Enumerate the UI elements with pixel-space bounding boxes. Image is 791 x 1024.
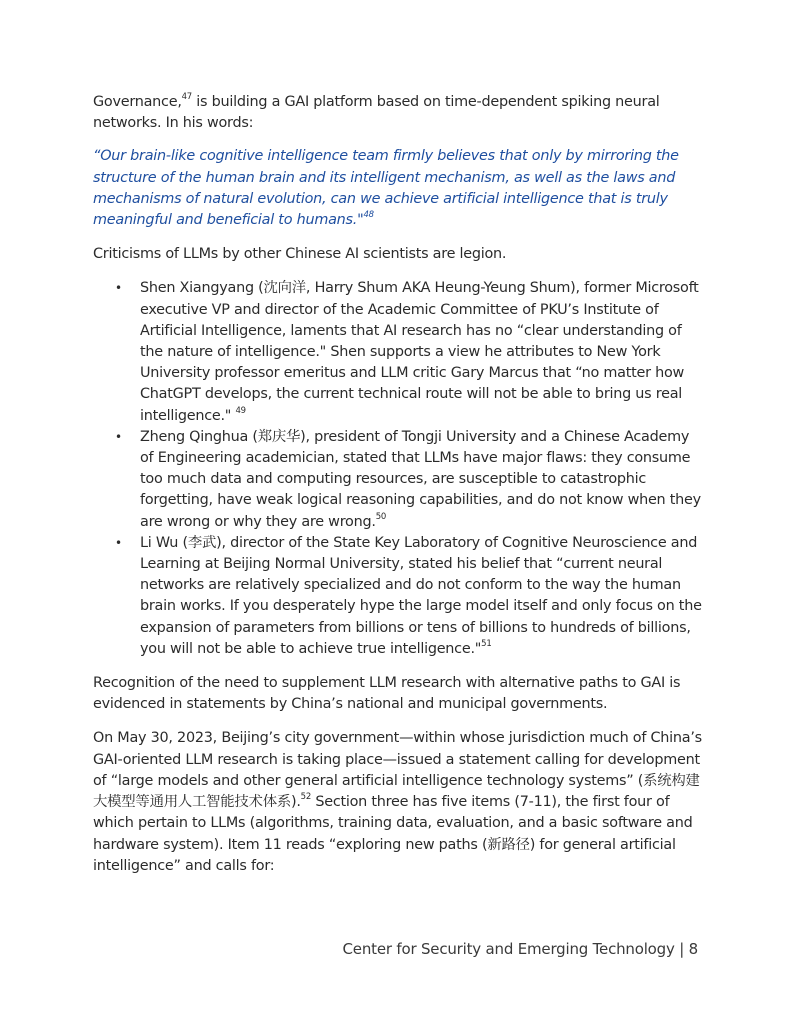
list-item-li-wu [93,533,703,660]
paragraph-criticisms: Criticisms of LLMs by other Chinese AI scientists are legion. [93,246,507,263]
list-item-shen-xiangyang [93,278,703,426]
paragraph-text: is building a GAI platform based on time-dependent spiking neural networks. In his words: [93,94,660,132]
bullet-icon: • [115,281,122,296]
list-item-text: Zheng Qinghua (郑庆华), president of Tongji University and a Chinese Academy of Engineering academician, stated that LLMs have major flaws: they consume too much data and computing resources, are susceptible to catastrophic forgetting, have weak logical reasoning capabilities, and do not know when they are wrong or why they are wrong. [140,428,701,530]
footnote-ref-50[interactable]: 50 [375,511,387,522]
footnote-ref-48[interactable]: 48 [363,210,374,221]
paragraph-recognition: Recognition of the need to supplement LLM research with alternative paths to GAI is evidenced in statements by China’s national and municipal governments. [93,675,681,713]
paragraph-beijing [93,728,703,876]
footnote-ref-52[interactable]: 52 [300,792,311,803]
page-footer: Center for Security and Emerging Technology | 8 [342,940,698,958]
paragraph-governance [93,92,703,134]
footnote-ref-51[interactable]: 51 [481,639,492,650]
bullet-icon: • [115,429,122,444]
paragraph-text: On May 30, 2023, Beijing’s city government—within whose jurisdiction much of China’s GAI-oriented LLM research is taking place—issued a statement calling for development of “large models and other general artificial intelligence technology systems” (系统构建大模型等通用人工智能技术体系). [93,730,702,811]
footnote-ref-47[interactable]: 47 [181,92,192,103]
block-quote [93,146,703,231]
paragraph-text: Section three has five items (7-11), the first four of which pertain to LLMs (algorithms, training data, evaluation, and a basic software and hardware system). Item 11 reads “exploring new paths (新路径) for general artificial intelligence” and calls for: [93,794,693,874]
paragraph-text: Governance, [93,94,182,110]
list-item-zheng-qinghua [93,427,703,533]
quote-text: “Our brain-like cognitive intelligence team firmly believes that only by mirroring the structure of the human brain and its intelligent mechanism, as well as the laws and mechanisms of natural evolution, can we achieve artificial intelligence that is truly meaningful and beneficial to humans." [93,148,679,229]
bullet-icon: • [115,535,122,550]
document-page [93,92,703,877]
list-item-text: Shen Xiangyang (沈向洋, Harry Shum AKA Heung-Yeung Shum), former Microsoft executive VP and director of the Academic Committee of PKU’s Institute of Artificial Intelligence, laments that AI research has no “clear understanding of the nature of intelligence." Shen supports a view he attributes to New York University professor emeritus and LLM critic Gary Marcus that “no matter how ChatGPT develops, the current technical route will not be able to bring us real intelligence." [140,280,699,424]
footnote-ref-49[interactable]: 49 [235,405,246,416]
bullet-list [93,278,703,660]
list-item-text: Li Wu (李武), director of the State Key Laboratory of Cognitive Neuroscience and Learning at Beijing Normal University, stated his belief that “current neural networks are relatively specialized and do not conform to the way the human brain works. If you desperately hype the large model itself and only focus on the expansion of parameters from billions or tens of billions to hundreds of billions, you will not be able to achieve true intelligence." [140,534,702,657]
